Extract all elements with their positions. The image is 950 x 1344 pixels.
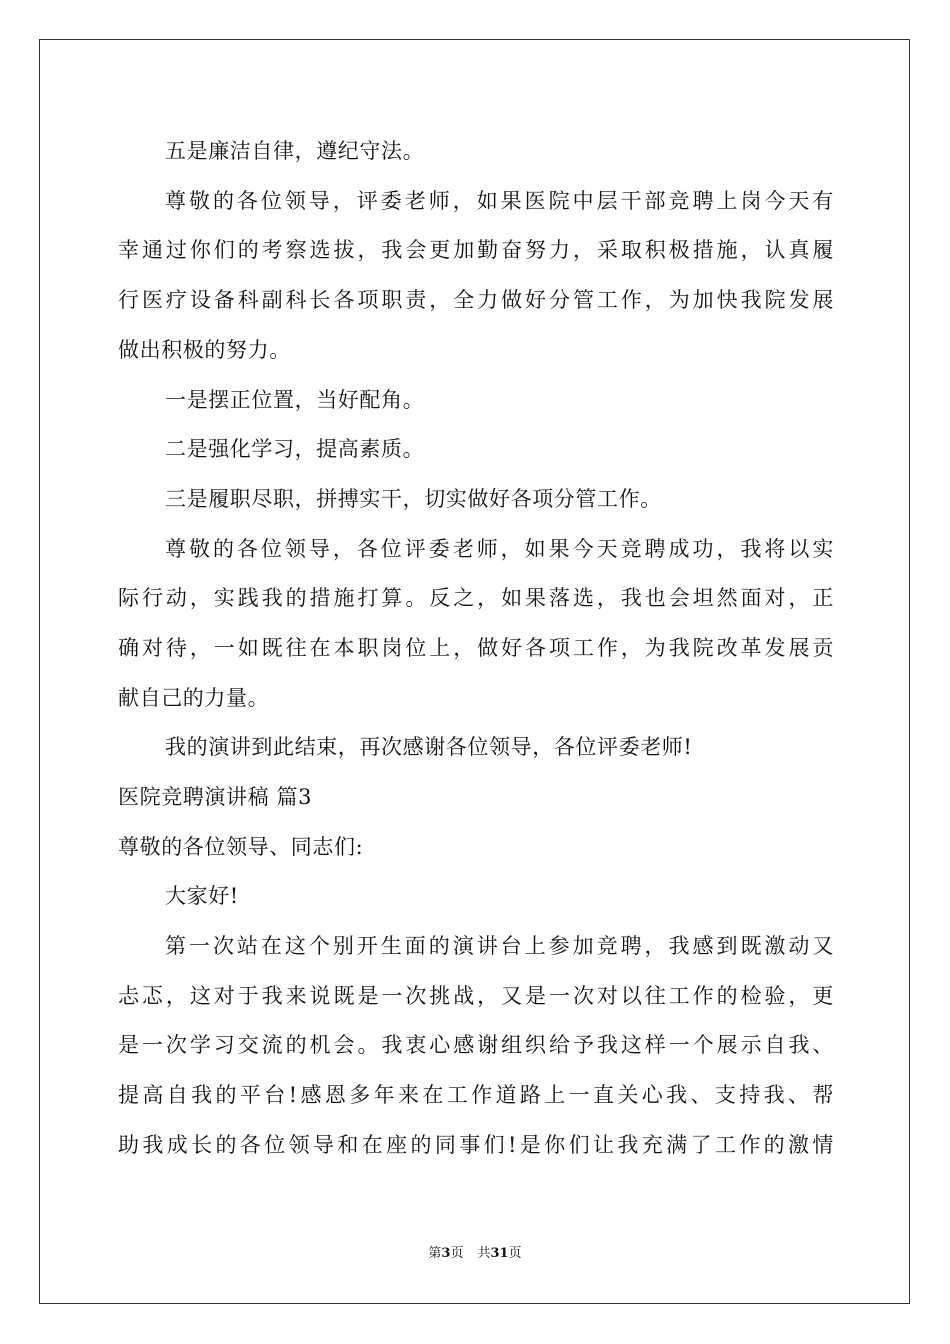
paragraph-line: 是一次学习交流的机会。我衷心感谢组织给予我这样一个展示自我、 <box>118 1033 834 1057</box>
page-prefix: 第 <box>428 1246 442 1261</box>
paragraph-line: 二是强化学习，提高素质。 <box>165 437 425 461</box>
paragraph-line: 助我成长的各位领导和在座的同事们!是你们让我充满了工作的激情 <box>118 1133 834 1157</box>
paragraph-line: 一是摆正位置，当好配角。 <box>165 388 425 412</box>
total-suffix: 页 <box>508 1246 522 1261</box>
page-border <box>39 39 910 1304</box>
page-footer <box>0 1245 950 1263</box>
page-total: 31 <box>490 1246 509 1261</box>
greeting: 大家好! <box>165 884 239 908</box>
section-heading: 医院竞聘演讲稿 篇3 <box>118 785 313 809</box>
paragraph-line: 我的演讲到此结束，再次感谢各位领导，各位评委老师! <box>165 735 693 759</box>
paragraph-line: 际行动，实践我的措施打算。反之，如果落选，我也会坦然面对，正 <box>118 586 834 610</box>
paragraph-line: 幸通过你们的考察选拔，我会更加勤奋努力，采取积极措施，认真履 <box>118 238 834 262</box>
salutation: 尊敬的各位领导、同志们: <box>118 835 364 859</box>
page-suffix: 页 <box>450 1246 464 1261</box>
paragraph-line: 提高自我的平台!感恩多年来在工作道路上一直关心我、支持我、帮 <box>118 1083 834 1107</box>
paragraph-line: 五是廉洁自律，遵纪守法。 <box>165 139 425 163</box>
paragraph-line: 尊敬的各位领导，评委老师，如果医院中层干部竞聘上岗今天有 <box>165 189 834 213</box>
total-prefix: 共 <box>477 1246 491 1261</box>
page-current: 3 <box>441 1246 451 1261</box>
paragraph-line: 行医疗设备科副科长各项职责，全力做好分管工作，为加快我院发展 <box>118 288 834 312</box>
paragraph-line: 献自己的力量。 <box>118 686 270 710</box>
paragraph-line: 三是履职尽职，拼搏实干，切实做好各项分管工作。 <box>165 487 662 511</box>
paragraph-line: 第一次站在这个别开生面的演讲台上参加竞聘，我感到既激动又 <box>165 934 834 958</box>
paragraph-line: 做出积极的努力。 <box>118 338 291 362</box>
paragraph-line: 确对待，一如既往在本职岗位上，做好各项工作，为我院改革发展贡 <box>118 636 834 660</box>
paragraph-line: 尊敬的各位领导，各位评委老师，如果今天竞聘成功，我将以实 <box>165 537 834 561</box>
paragraph-line: 忐忑，这对于我来说既是一次挑战，又是一次对以往工作的检验，更 <box>118 984 834 1008</box>
